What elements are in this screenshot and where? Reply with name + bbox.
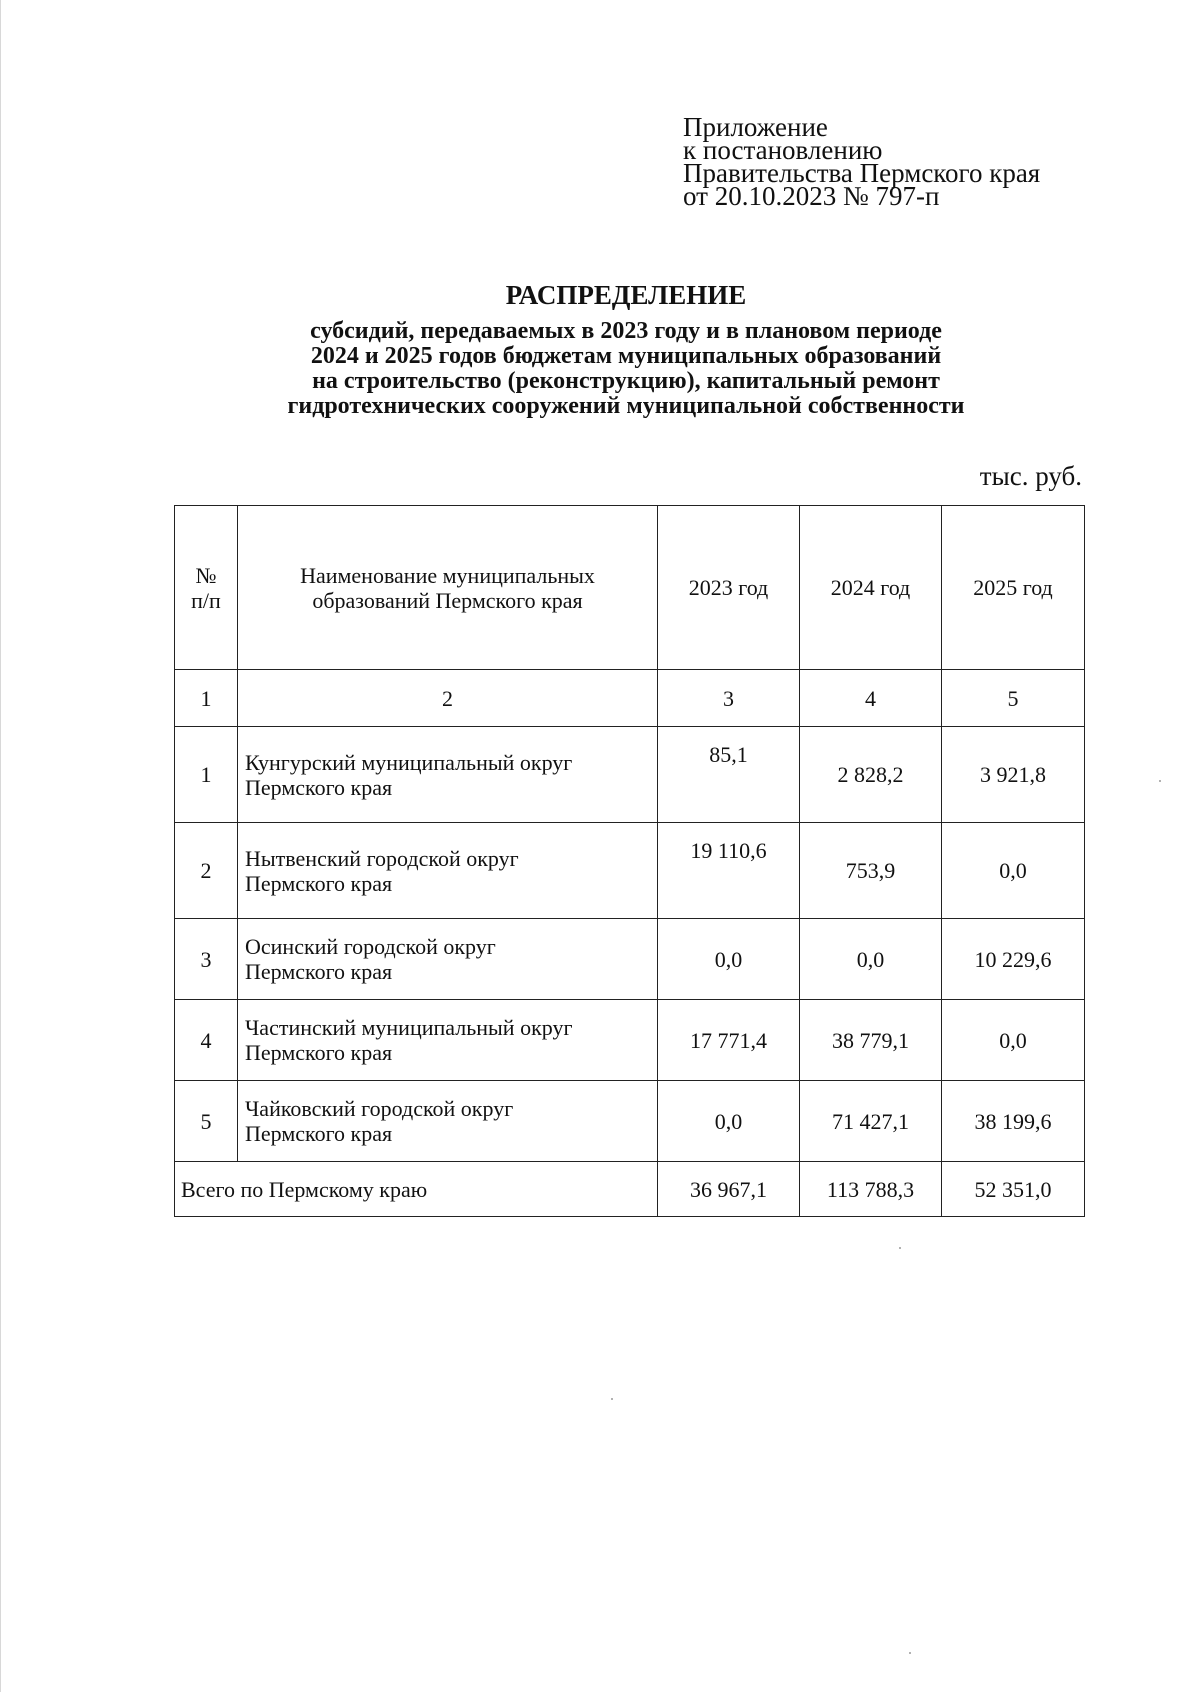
row-value-2025: 10 229,6 xyxy=(942,919,1085,1000)
header-num xyxy=(175,506,238,670)
header-name-line1: Наименование муниципальных xyxy=(300,562,595,588)
row-name-line1: Чайковский городской округ xyxy=(245,1096,514,1121)
header-name-line2: образований Пермского края xyxy=(312,587,583,613)
row-name-line2: Пермского края xyxy=(245,774,393,800)
row-name xyxy=(238,919,658,1000)
column-number: 5 xyxy=(942,670,1085,727)
row-name xyxy=(238,1081,658,1162)
row-name-line2: Пермского края xyxy=(245,1040,393,1065)
approval-line-date-number: от 20.10.2023 № 797-п xyxy=(683,181,940,211)
row-name xyxy=(238,1000,658,1081)
header-2024: 2024 год xyxy=(800,506,942,670)
table-total-row xyxy=(175,1162,1085,1217)
table-row xyxy=(175,1000,1085,1081)
header-name xyxy=(238,506,658,670)
row-name-line1: Кунгурский муниципальный округ xyxy=(245,749,573,775)
row-value-2025: 3 921,8 xyxy=(942,727,1085,823)
subtitle-line-3: на строительство (реконструкцию), капитальный ремонт xyxy=(312,368,940,394)
approval-line-government: Правительства Пермского края xyxy=(683,158,1041,188)
row-num: 2 xyxy=(175,823,238,919)
row-value-2025: 0,0 xyxy=(942,823,1085,919)
row-value-2023: 85,1 xyxy=(658,727,800,823)
total-label: Всего по Пермскому краю xyxy=(175,1162,658,1217)
column-number: 2 xyxy=(238,670,658,727)
row-value-2023: 19 110,6 xyxy=(658,823,800,919)
row-value-2025: 0,0 xyxy=(942,1000,1085,1081)
header-2025: 2025 год xyxy=(942,506,1085,670)
row-value-2023: 0,0 xyxy=(658,1081,800,1162)
table-row xyxy=(175,727,1085,823)
approval-line-appendix: Приложение xyxy=(683,112,828,142)
row-name xyxy=(238,823,658,919)
row-name-line1: Частинский муниципальный округ xyxy=(245,1015,573,1040)
header-2023: 2023 год xyxy=(658,506,800,670)
document-title: РАСПРЕДЕЛЕНИЕ xyxy=(505,280,747,310)
row-name xyxy=(238,727,658,823)
approval-line-to-resolution: к постановлению xyxy=(683,135,883,165)
table-row xyxy=(175,823,1085,919)
subtitle-line-2: 2024 и 2025 годов бюджетам муниципальных образований xyxy=(310,343,942,369)
row-name-line1: Нытвенский городской округ xyxy=(245,845,519,871)
column-number: 3 xyxy=(658,670,800,727)
subtitle-line-1: субсидий, передаваемых в 2023 году и в плановом периоде xyxy=(310,318,942,344)
approval-block xyxy=(683,112,1041,211)
row-num: 4 xyxy=(175,1000,238,1081)
row-value-2024: 38 779,1 xyxy=(800,1000,942,1081)
header-num-line1: № xyxy=(195,562,217,588)
row-value-2024: 753,9 xyxy=(800,823,942,919)
row-value-2024: 2 828,2 xyxy=(800,727,942,823)
row-value-2023: 0,0 xyxy=(658,919,800,1000)
header-num-line2: п/п xyxy=(191,587,221,613)
row-name-line1: Осинский городской округ xyxy=(245,934,496,959)
column-number: 1 xyxy=(175,670,238,727)
subtitle-line-4: гидротехнических сооружений муниципальной собственности xyxy=(287,393,965,419)
row-num: 5 xyxy=(175,1081,238,1162)
row-name-line2: Пермского края xyxy=(245,870,393,896)
row-num: 3 xyxy=(175,919,238,1000)
row-value-2025: 38 199,6 xyxy=(942,1081,1085,1162)
scan-speck xyxy=(1159,780,1161,782)
document-subtitle xyxy=(1,319,1200,419)
row-value-2024: 71 427,1 xyxy=(800,1081,942,1162)
row-value-2024: 0,0 xyxy=(800,919,942,1000)
distribution-table xyxy=(174,505,1085,1217)
total-value-2025: 52 351,0 xyxy=(942,1162,1085,1217)
row-name-line2: Пермского края xyxy=(245,1121,393,1146)
row-num: 1 xyxy=(175,727,238,823)
units-label: тыс. руб. xyxy=(979,461,1082,491)
row-value-2023: 17 771,4 xyxy=(658,1000,800,1081)
scan-speck xyxy=(611,1398,613,1400)
column-number: 4 xyxy=(800,670,942,727)
total-value-2023: 36 967,1 xyxy=(658,1162,800,1217)
table-row xyxy=(175,919,1085,1000)
table-header-row xyxy=(175,506,1085,670)
column-number-row xyxy=(175,670,1085,727)
total-value-2024: 113 788,3 xyxy=(800,1162,942,1217)
row-name-line2: Пермского края xyxy=(245,959,393,984)
table-row xyxy=(175,1081,1085,1162)
scan-speck xyxy=(899,1247,901,1249)
scan-speck xyxy=(909,1652,911,1654)
